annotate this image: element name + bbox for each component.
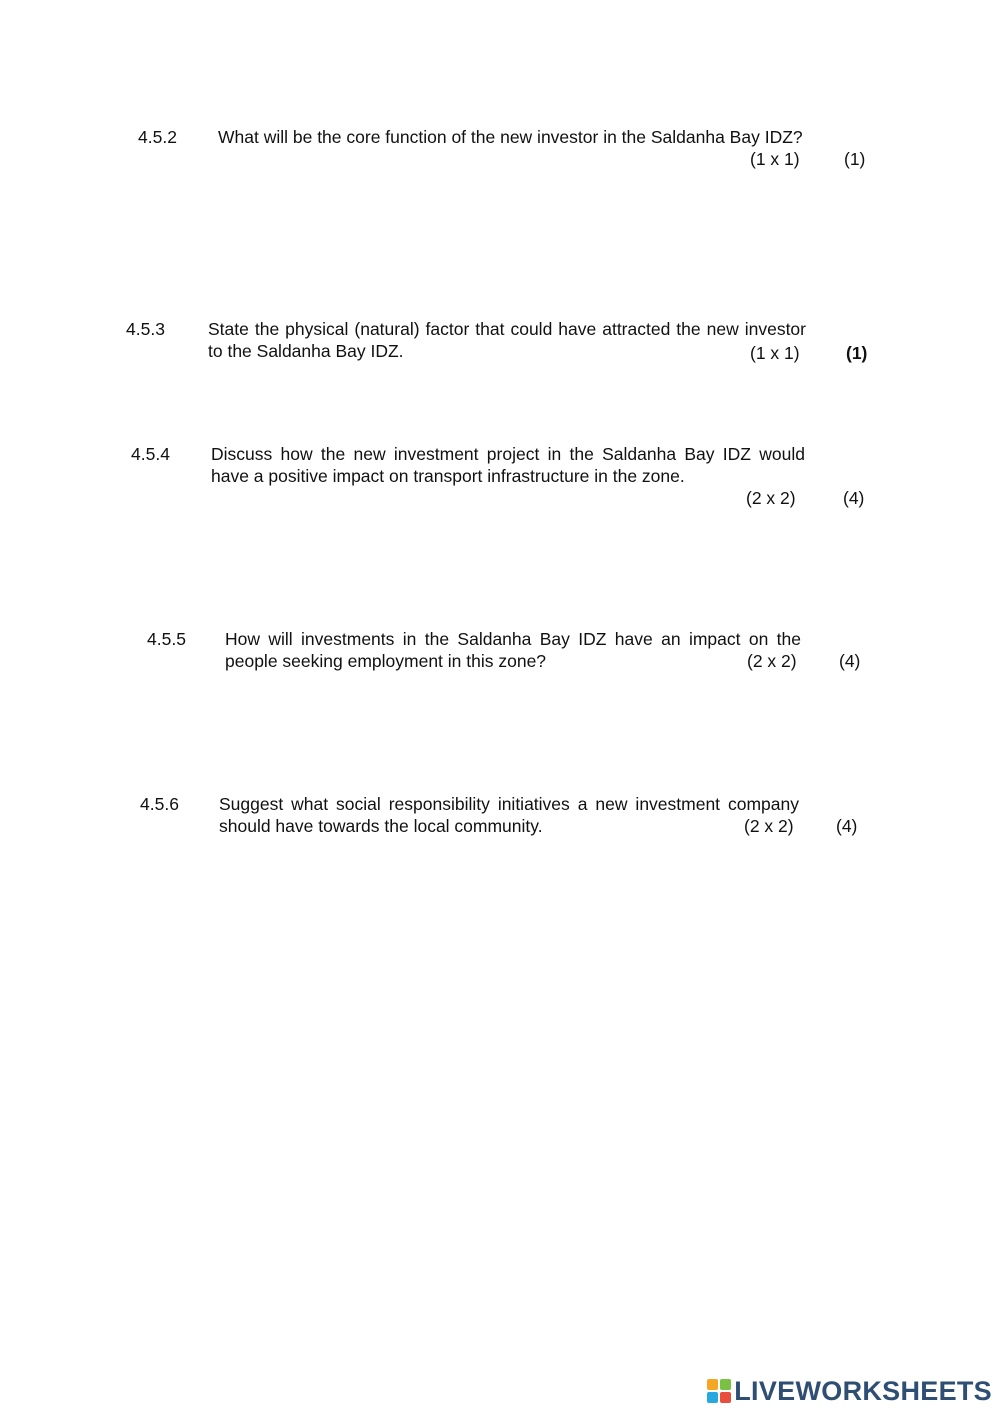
question-text: How will investments in the Saldanha Bay IDZ have an impact on the people seeking employment in this zone? (225, 629, 801, 671)
mark-allocation: (2 x 2) (744, 816, 794, 836)
logo-text: LIVEWORKSHEETS (734, 1375, 992, 1406)
answer-area[interactable] (120, 685, 880, 785)
total-marks: (1) (846, 343, 868, 363)
total-marks: (1) (844, 149, 866, 169)
question-number: 4.5.5 (147, 629, 186, 649)
question-number: 4.5.3 (126, 319, 165, 339)
liveworksheets-logo (707, 1375, 992, 1407)
question-4-5-3 (126, 318, 876, 366)
answer-area[interactable] (120, 520, 880, 620)
answer-area[interactable] (120, 375, 880, 430)
question-number: 4.5.4 (131, 444, 170, 464)
question-text: What will be the core function of the new investor in the Saldanha Bay IDZ? (218, 127, 803, 147)
total-marks: (4) (836, 816, 858, 836)
mark-allocation: (1 x 1) (750, 343, 800, 363)
answer-area[interactable] (120, 850, 880, 1010)
question-number: 4.5.6 (140, 794, 179, 814)
question-text: State the physical (natural) factor that could have attracted the new investor to the Saldanha Bay IDZ. (208, 319, 806, 361)
question-4-5-4 (131, 443, 876, 513)
logo-mark-icon (707, 1379, 731, 1403)
question-number: 4.5.2 (138, 127, 177, 147)
question-4-5-6 (140, 793, 870, 841)
total-marks: (4) (843, 488, 865, 508)
question-4-5-5 (147, 628, 872, 676)
answer-area[interactable] (120, 180, 880, 300)
question-text: Discuss how the new investment project in the Saldanha Bay IDZ would have a positive impact on transport infrastructure in the zone. (211, 444, 805, 486)
mark-allocation: (1 x 1) (750, 149, 800, 169)
question-4-5-2 (138, 126, 878, 174)
logo-cell (720, 1392, 731, 1403)
question-text: Suggest what social responsibility initiatives a new investment company should have towards the local community. (219, 794, 799, 836)
mark-allocation: (2 x 2) (747, 651, 797, 671)
logo-cell (720, 1379, 731, 1390)
total-marks: (4) (839, 651, 861, 671)
mark-allocation: (2 x 2) (746, 488, 796, 508)
logo-cell (707, 1379, 718, 1390)
logo-cell (707, 1392, 718, 1403)
